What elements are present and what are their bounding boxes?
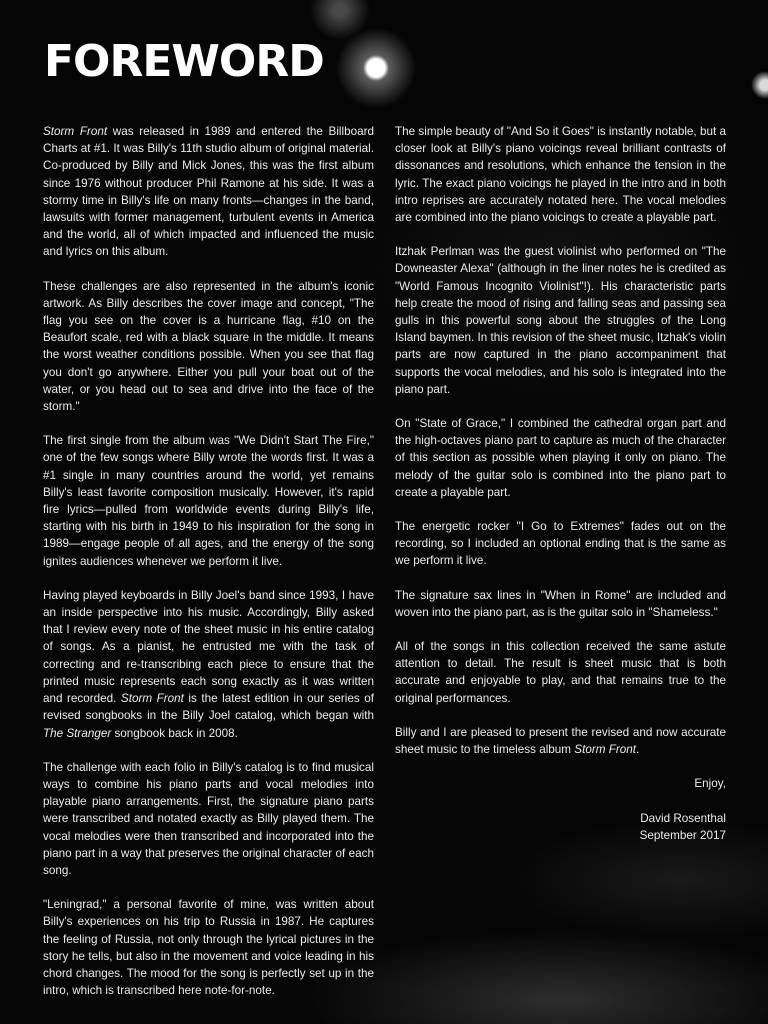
paragraph: Itzhak Perlman was the guest violinist who performed on "The Downeaster Alexa" (although in the liner notes he is credited as "World Famous Incognito Violinist"!). His characteristic parts help create the mood of rising and falling seas and passing sea gulls in this powerful song about the struggles of the Long Island baymen. In this revision of the sheet music, Itzhak's violin parts are now captured in the piano accompaniment that supports the vocal melodies, and his solo is integrated into the piano part. bbox=[395, 245, 726, 396]
paragraph: The first single from the album was "We Didn't Start The Fire," one of the few songs where Billy wrote the words first. It was a #1 single in many countries around the world, yet remains Billy's least favorite composition musically. However, it's rapid fire lyrics—pulled from worldwide events during Billy's life, starting with his birth in 1949 to his inspiration for the song in 1989—engage people of all ages, and the energy of the song ignites audiences whenever we perform it live. bbox=[43, 434, 374, 568]
album-title: Storm Front bbox=[574, 743, 636, 757]
paragraph: The simple beauty of "And So it Goes" is instantly notable, but a closer look at Billy's piano voicings reveal brilliant contrasts of dissonances and resolutions, which enhance the tension in the lyric. The exact piano voicings he played in the intro and in both intro reprises are accurately notated here. The vocal melodies are combined into the piano voicings to create a playable part. bbox=[395, 125, 726, 225]
left-column bbox=[43, 123, 374, 1016]
author-name: David Rosenthal bbox=[640, 811, 726, 825]
album-title: Storm Front bbox=[43, 125, 108, 138]
paragraph: The energetic rocker "I Go to Extremes" fades out on the recording, so I included an optional ending that is the same as we perform it live. bbox=[395, 520, 726, 568]
album-title: Storm Front bbox=[120, 692, 184, 706]
signoff bbox=[395, 775, 726, 844]
right-column bbox=[395, 123, 726, 844]
signoff-date: September 2017 bbox=[639, 828, 726, 842]
paragraph: All of the songs in this collection received the same astute attention to detail. The result is sheet music that is both accurate and enjoyable to play, and that remains true to the original performances. bbox=[395, 640, 726, 705]
paragraph: Storm Front was released in 1989 and entered the Billboard Charts at #1. It was Billy's 11th studio album of original material. Co-produced by Billy and Mick Jones, this was the first album since 1976 without producer Phil Ramone at his side. It was a stormy time in Billy's life on many fronts—changes in the band, lawsuits with former management, turbulent events in America and the world, all of which impacted and influenced the music and lyrics on this album. bbox=[43, 125, 374, 259]
page-title: FOREWORD bbox=[44, 36, 324, 87]
closing: Enjoy, bbox=[694, 777, 726, 791]
paragraph: Billy and I are pleased to present the revised and now accurate sheet music to the timeless album Storm Front. bbox=[395, 725, 726, 757]
album-title: The Stranger bbox=[43, 726, 112, 740]
paragraph: Having played keyboards in Billy Joel's band since 1993, I have an inside perspective into his music. Accordingly, Billy asked that I review every note of the sheet music in his entire catalog of songs. As a pianist, he entrusted me with the task of correcting and re-transcribing each piece to ensure that the printed music represents each song exactly as it was written and recorded. Storm Front is the latest edition in our series of revised songbooks in the Billy Joel catalog, which began with The Stranger songbook back in 2008. bbox=[43, 588, 375, 740]
paragraph: On "State of Grace," I combined the cathedral organ part and the high-octaves piano part to capture as much of the character of this section as possible when playing it only on piano. The melody of the guitar solo is combined into the piano part to create a playable part. bbox=[395, 417, 726, 499]
paragraph: The challenge with each folio in Billy's catalog is to find musical ways to combine his piano parts and vocal melodies into playable piano arrangements. First, the signature piano parts were transcribed and notated exactly as Billy played them. The vocal melodies were then transcribed and incorporated into the piano part in a way that preserves the original character of each song. bbox=[43, 760, 374, 877]
paragraph: The signature sax lines in "When in Rome" are included and woven into the piano part, as is the guitar solo in "Shameless." bbox=[395, 588, 726, 619]
paragraph: These challenges are also represented in the album's iconic artwork. As Billy describes the cover image and concept, "The flag you see on the cover is a hurricane flag, #10 on the Beaufort scale, red with a black square in the middle. It means the worst weather conditions possible. When you see that flag you don't go anywhere. Either you pull your boat out of the water, or you head out to sea and drive into the face of the storm." bbox=[43, 279, 374, 414]
paragraph: "Leningrad," a personal favorite of mine, was written about Billy's experiences on his trip to Russia in 1987. He captures the feeling of Russia, not only through the lyrical pictures in the story he tells, but also in the movement and voice leading in his chord changes. The mood for the song is perfectly set up in the intro, which is transcribed here note-for-note. bbox=[43, 898, 374, 998]
